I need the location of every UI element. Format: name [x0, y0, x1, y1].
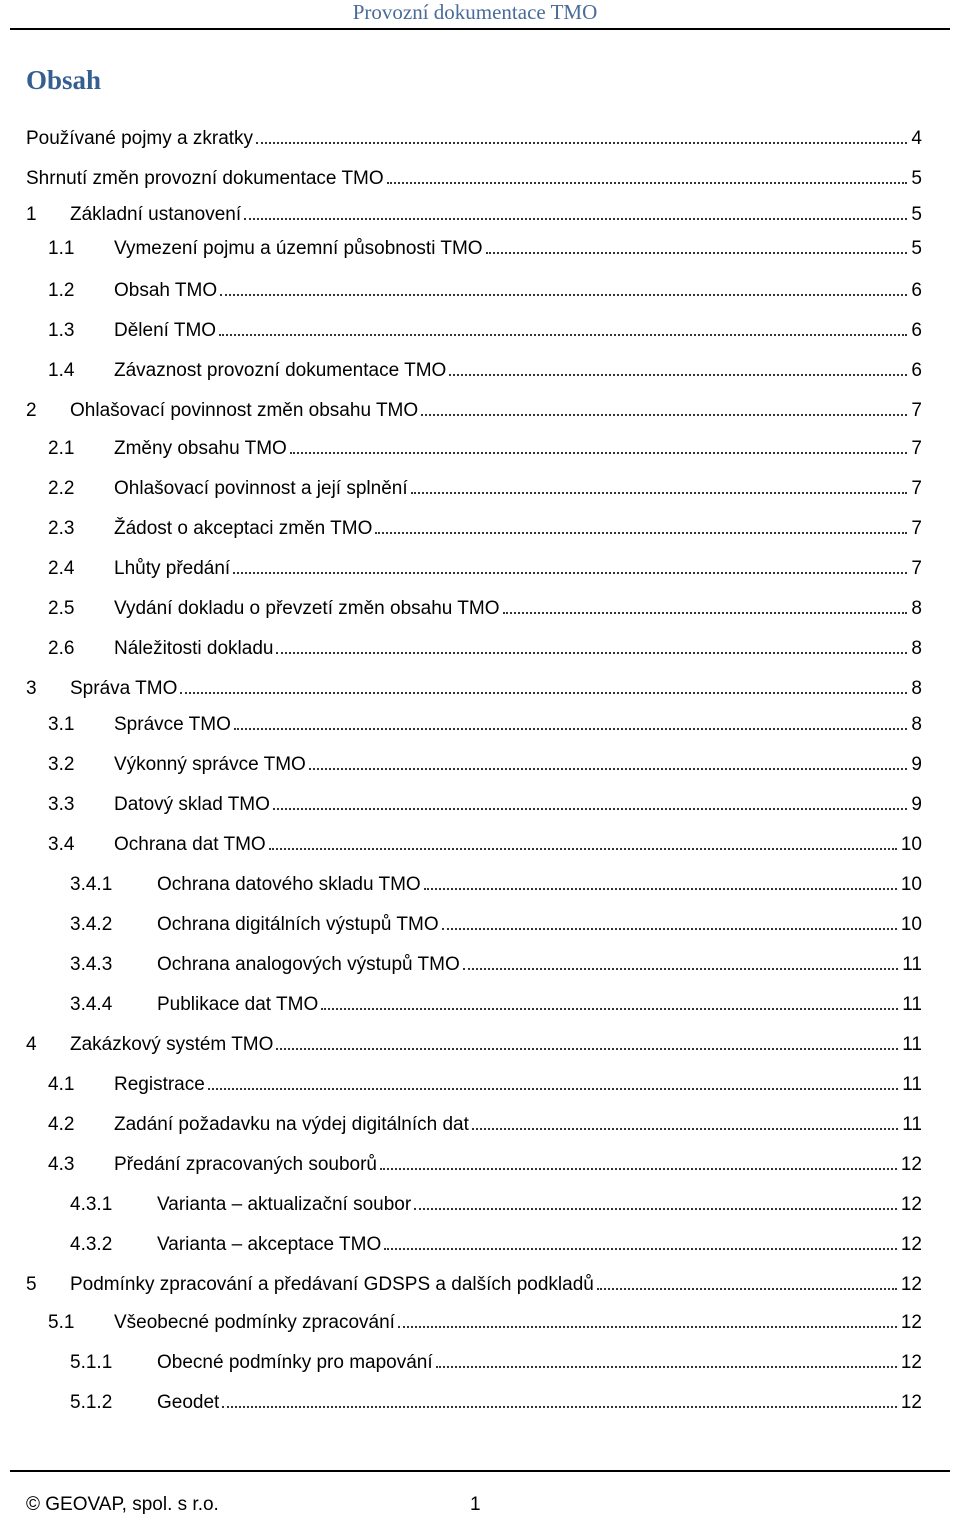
toc-entry-title: Základní ustanovení [70, 204, 242, 225]
toc-entry-page: 7 [911, 438, 922, 459]
toc-entry-page: 12 [900, 1352, 922, 1373]
toc-dot-leader [486, 252, 908, 254]
footer-copyright: © GEOVAP, spol. s r.o. [26, 1494, 219, 1515]
toc-entry-page: 11 [902, 1114, 922, 1135]
footer-divider [10, 1470, 950, 1472]
toc-dot-leader [233, 572, 907, 574]
toc-dot-leader [375, 532, 907, 534]
toc-dot-leader [387, 182, 908, 184]
toc-dot-leader [424, 888, 897, 890]
toc-entry-page: 10 [900, 874, 922, 895]
toc-entry[interactable] [70, 912, 922, 938]
toc-entry-number: 5.1.2 [70, 1392, 113, 1413]
toc-dot-leader [449, 374, 907, 376]
toc-dot-leader [273, 808, 908, 810]
toc-dot-leader [219, 334, 907, 336]
toc-entry-number: 5 [26, 1274, 37, 1295]
toc-entry-page: 8 [911, 598, 922, 619]
toc-entry-page: 8 [911, 714, 922, 735]
toc-entry-title: Zakázkový systém TMO [70, 1034, 274, 1055]
toc-entry-number: 4.1 [48, 1074, 75, 1095]
toc-entry-number: 3 [26, 678, 37, 699]
toc-entry-number: 1 [26, 204, 37, 225]
toc-entry-title: Shrnutí změn provozní dokumentace TMO [26, 168, 384, 189]
toc-entry-title: Všeobecné podmínky zpracování [114, 1312, 395, 1333]
toc-entry[interactable] [48, 1072, 922, 1098]
toc-entry-page: 12 [900, 1234, 922, 1255]
toc-entry-title: Podmínky zpracování a předávaní GDSPS a dalších podkladů [70, 1274, 594, 1295]
toc-entry[interactable] [26, 1032, 922, 1058]
toc-entry-title: Ochrana digitálních výstupů TMO [157, 914, 439, 935]
toc-entry-title: Výkonný správce TMO [114, 754, 306, 775]
toc-entry-title: Ohlašovací povinnost změn obsahu TMO [70, 400, 419, 421]
toc-entry-title: Varianta – aktualizační soubor [157, 1194, 412, 1215]
toc-entry[interactable] [48, 1310, 922, 1336]
toc-entry[interactable] [26, 166, 922, 192]
toc-entry[interactable] [26, 676, 922, 702]
toc-entry-page: 6 [911, 320, 922, 341]
toc-entry-title: Obsah TMO [114, 280, 218, 301]
toc-dot-leader [503, 612, 908, 614]
toc-entry-number: 3.4.1 [70, 874, 113, 895]
toc-entry-number: 3.4 [48, 834, 75, 855]
toc-entry-page: 5 [911, 238, 922, 259]
toc-entry-number: 4.2 [48, 1114, 75, 1135]
toc-entry-number: 5.1.1 [70, 1352, 113, 1373]
toc-entry-title: Vymezení pojmu a územní působnosti TMO [114, 238, 483, 259]
toc-entry-page: 12 [900, 1312, 922, 1333]
toc-entry-number: 3.4.4 [70, 994, 113, 1015]
toc-entry-number: 2.5 [48, 598, 75, 619]
toc-entry[interactable] [48, 1152, 922, 1178]
toc-entry-page: 9 [911, 794, 922, 815]
toc-entry[interactable] [26, 1272, 922, 1298]
toc-entry-page: 12 [900, 1274, 922, 1295]
toc-dot-leader [220, 294, 907, 296]
toc-entry-page: 11 [902, 994, 922, 1015]
toc-entry-page: 10 [900, 834, 922, 855]
toc-entry-page: 12 [900, 1154, 922, 1175]
toc-entry[interactable] [48, 712, 922, 738]
toc-dot-leader [421, 414, 907, 416]
toc-entry-title: Ohlašovací povinnost a její splnění [114, 478, 408, 499]
toc-entry-title: Ochrana dat TMO [114, 834, 266, 855]
toc-entry[interactable] [48, 596, 922, 622]
toc-entry-title: Používané pojmy a zkratky [26, 128, 254, 149]
toc-entry-number: 4.3 [48, 1154, 75, 1175]
toc-entry[interactable] [70, 992, 922, 1018]
toc-entry-page: 11 [902, 1074, 922, 1095]
toc-entry-number: 4.3.2 [70, 1234, 113, 1255]
toc-dot-leader [276, 1048, 898, 1050]
toc-entry[interactable] [48, 476, 922, 502]
toc-entry[interactable] [48, 832, 922, 858]
toc-entry-title: Varianta – akceptace TMO [157, 1234, 382, 1255]
toc-entry-page: 6 [911, 280, 922, 301]
toc-entry-title: Žádost o akceptaci změn TMO [114, 518, 373, 539]
toc-heading: Obsah [26, 65, 102, 95]
toc-entry-page: 12 [900, 1194, 922, 1215]
toc-dot-leader [442, 928, 897, 930]
toc-entry[interactable] [48, 1112, 922, 1138]
toc-entry-number: 4.3.1 [70, 1194, 113, 1215]
toc-dot-leader [208, 1088, 898, 1090]
toc-entry[interactable] [70, 1350, 922, 1376]
toc-entry-title: Obecné podmínky pro mapování [157, 1352, 433, 1373]
toc-entry-number: 2.2 [48, 478, 75, 499]
toc-dot-leader [222, 1406, 897, 1408]
toc-dot-leader [269, 848, 897, 850]
toc-entry-page: 5 [911, 204, 922, 225]
toc-entry-number: 3.4.3 [70, 954, 113, 975]
toc-entry[interactable] [70, 872, 922, 898]
toc-dot-leader [411, 492, 908, 494]
toc-dot-leader [256, 142, 907, 144]
toc-entry-title: Správa TMO [70, 678, 178, 699]
toc-entry[interactable] [48, 556, 922, 582]
toc-entry-title: Lhůty předání [114, 558, 231, 579]
toc-entry-title: Ochrana datového skladu TMO [157, 874, 421, 895]
toc-entry-page: 11 [902, 1034, 922, 1055]
toc-entry-title: Náležitosti dokladu [114, 638, 274, 659]
toc-entry-title: Vydání dokladu o převzetí změn obsahu TMO [114, 598, 500, 619]
toc-entry[interactable] [70, 1390, 922, 1416]
toc-entry-page: 12 [900, 1392, 922, 1413]
toc-entry-number: 4 [26, 1034, 37, 1055]
toc-entry-number: 1.2 [48, 280, 75, 301]
toc-entry[interactable] [70, 1192, 922, 1218]
toc-entry-number: 1.4 [48, 360, 75, 381]
toc-entry-number: 1.3 [48, 320, 75, 341]
toc-entry-page: 11 [902, 954, 922, 975]
toc-entry-title: Publikace dat TMO [157, 994, 319, 1015]
toc-entry-title: Dělení TMO [114, 320, 217, 341]
toc-entry-number: 3.2 [48, 754, 75, 775]
toc-entry[interactable] [48, 436, 922, 462]
toc-entry-page: 7 [911, 558, 922, 579]
toc-entry-page: 8 [911, 678, 922, 699]
toc-dot-leader [309, 768, 908, 770]
toc-entry[interactable] [26, 398, 922, 424]
toc-entry[interactable] [70, 952, 922, 978]
toc-entry-number: 3.1 [48, 714, 75, 735]
toc-dot-leader [234, 728, 908, 730]
toc-entry[interactable] [26, 126, 922, 152]
toc-entry-page: 6 [911, 360, 922, 381]
toc-entry-page: 7 [911, 518, 922, 539]
toc-entry-number: 2.3 [48, 518, 75, 539]
toc-entry-number: 2.4 [48, 558, 75, 579]
toc-entry-title: Předání zpracovaných souborů [114, 1154, 377, 1175]
toc-entry-number: 1.1 [48, 238, 75, 259]
toc-entry-number: 2.1 [48, 438, 75, 459]
toc-entry-number: 5.1 [48, 1312, 75, 1333]
toc-dot-leader [321, 1008, 898, 1010]
toc-entry-number: 3.3 [48, 794, 75, 815]
toc-entry-page: 9 [911, 754, 922, 775]
footer-page-number: 1 [470, 1494, 481, 1515]
toc-dot-leader [398, 1326, 897, 1328]
toc-dot-leader [384, 1248, 897, 1250]
toc-entry-title: Závaznost provozní dokumentace TMO [114, 360, 447, 381]
toc-dot-leader [463, 968, 899, 970]
toc-entry-title: Změny obsahu TMO [114, 438, 287, 459]
toc-dot-leader [180, 692, 907, 694]
toc-dot-leader [414, 1208, 897, 1210]
toc-dot-leader [290, 452, 908, 454]
toc-entry-page: 8 [911, 638, 922, 659]
toc-entry-number: 2.6 [48, 638, 75, 659]
toc-entry[interactable] [48, 358, 922, 384]
toc-entry[interactable] [26, 202, 922, 228]
toc-entry[interactable] [48, 752, 922, 778]
toc-entry-title: Registrace [114, 1074, 205, 1095]
toc-entry-number: 3.4.2 [70, 914, 113, 935]
toc-dot-leader [244, 218, 907, 220]
toc-entry-title: Datový sklad TMO [114, 794, 270, 815]
toc-entry-page: 5 [911, 168, 922, 189]
toc-entry-title: Geodet [157, 1392, 220, 1413]
toc-entry[interactable] [70, 1232, 922, 1258]
toc-entry-page: 4 [911, 128, 922, 149]
toc-entry[interactable] [48, 792, 922, 818]
toc-entry[interactable] [48, 278, 922, 304]
toc-entry-page: 10 [900, 914, 922, 935]
toc-entry-title: Zadání požadavku na výdej digitálních dat [114, 1114, 469, 1135]
toc-entry[interactable] [48, 236, 922, 262]
toc-entry-title: Ochrana analogových výstupů TMO [157, 954, 460, 975]
toc-dot-leader [472, 1128, 898, 1130]
toc-dot-leader [276, 652, 907, 654]
toc-dot-leader [597, 1288, 897, 1290]
toc-entry-title: Správce TMO [114, 714, 231, 735]
toc-entry[interactable] [48, 318, 922, 344]
toc-entry[interactable] [48, 636, 922, 662]
toc-dot-leader [436, 1366, 897, 1368]
toc-entry-page: 7 [911, 400, 922, 421]
toc-entry-page: 7 [911, 478, 922, 499]
toc-entry[interactable] [48, 516, 922, 542]
page-header-title: Provozní dokumentace TMO [352, 0, 598, 24]
toc-dot-leader [380, 1168, 897, 1170]
toc-entry-number: 2 [26, 400, 37, 421]
